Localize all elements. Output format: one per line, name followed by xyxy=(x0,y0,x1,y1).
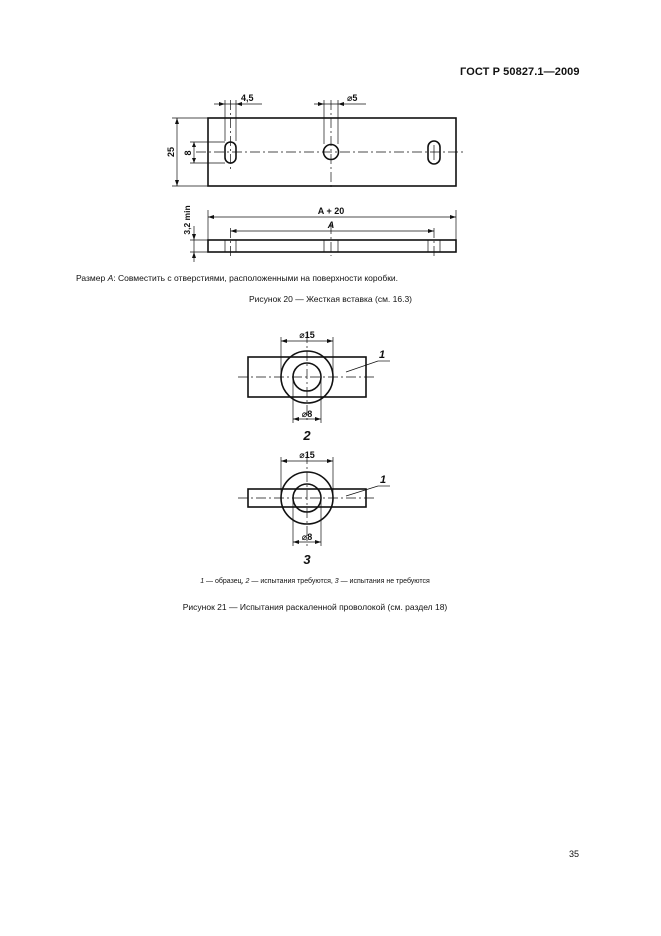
arrow xyxy=(315,540,321,544)
figure20-note xyxy=(76,273,398,283)
arrow xyxy=(428,229,434,233)
arrow xyxy=(327,459,333,463)
figure20-side-view xyxy=(182,205,456,262)
leader-line xyxy=(346,486,378,496)
height-dim: 25 xyxy=(166,146,176,158)
hole-diameter-dim: ⌀5 xyxy=(347,93,358,103)
overall-length-dim: A + 20 xyxy=(317,206,345,216)
hole-spacing-dim: A xyxy=(327,220,335,230)
arrow xyxy=(281,339,287,343)
arrow xyxy=(192,234,196,240)
arrow xyxy=(192,252,196,258)
figure21-caption: Рисунок 21 — Испытания раскаленной проволокой (см. раздел 18) xyxy=(182,602,448,612)
arrow xyxy=(208,215,214,219)
arrow xyxy=(327,339,333,343)
legend-text-2: — испытания требуются, xyxy=(249,578,335,585)
callout-1: 1 xyxy=(379,349,386,361)
insert-side-outline xyxy=(208,240,456,252)
legend-num-1: 1 xyxy=(200,578,205,585)
legend-num-3: 3 xyxy=(334,578,339,585)
arrow xyxy=(192,142,196,147)
inner-diameter-dim: ⌀8 xyxy=(301,409,313,419)
inner-diameter-dim: ⌀8 xyxy=(301,532,313,542)
arrow xyxy=(175,180,179,186)
note-text: : Совместить с отверстиями, расположенными на поверхности коробки. xyxy=(113,273,399,283)
arrow xyxy=(318,102,324,106)
arrow xyxy=(293,417,299,421)
legend-text-1: — образец, xyxy=(204,578,246,585)
arrow xyxy=(293,540,299,544)
slot-width-dim: 4,5 xyxy=(241,93,254,103)
page-number: 35 xyxy=(569,849,580,859)
slot-offset-dim: 8 xyxy=(183,150,193,156)
view-number-3: 3 xyxy=(303,552,311,567)
thickness-dim: 3,2 min xyxy=(182,205,192,235)
callout-1: 1 xyxy=(380,474,387,486)
note-prefix: Размер xyxy=(76,273,108,283)
legend-num-2: 2 xyxy=(245,578,250,585)
figure20-top-view xyxy=(166,93,464,188)
figure21-view2 xyxy=(238,330,390,443)
arrow xyxy=(175,118,179,124)
legend-text-3: — испытания не требуются xyxy=(338,578,430,585)
figure21-view3 xyxy=(238,450,390,567)
view-number-2: 2 xyxy=(303,428,311,443)
standard-code: ГОСТ Р 50827.1—2009 xyxy=(460,66,580,78)
arrow xyxy=(219,102,225,106)
leader-line xyxy=(346,361,378,372)
arrow xyxy=(450,215,456,219)
arrow xyxy=(338,102,344,106)
arrow xyxy=(281,459,287,463)
arrow xyxy=(192,158,196,163)
outer-diameter-dim: ⌀15 xyxy=(299,450,315,460)
note-variable: A xyxy=(107,273,114,283)
outer-diameter-dim: ⌀15 xyxy=(299,330,315,340)
arrow xyxy=(231,229,237,233)
arrow xyxy=(315,417,321,421)
figure21-legend xyxy=(0,578,630,585)
figure20-caption: Рисунок 20 — Жесткая вставка (см. 16.3) xyxy=(248,294,413,304)
